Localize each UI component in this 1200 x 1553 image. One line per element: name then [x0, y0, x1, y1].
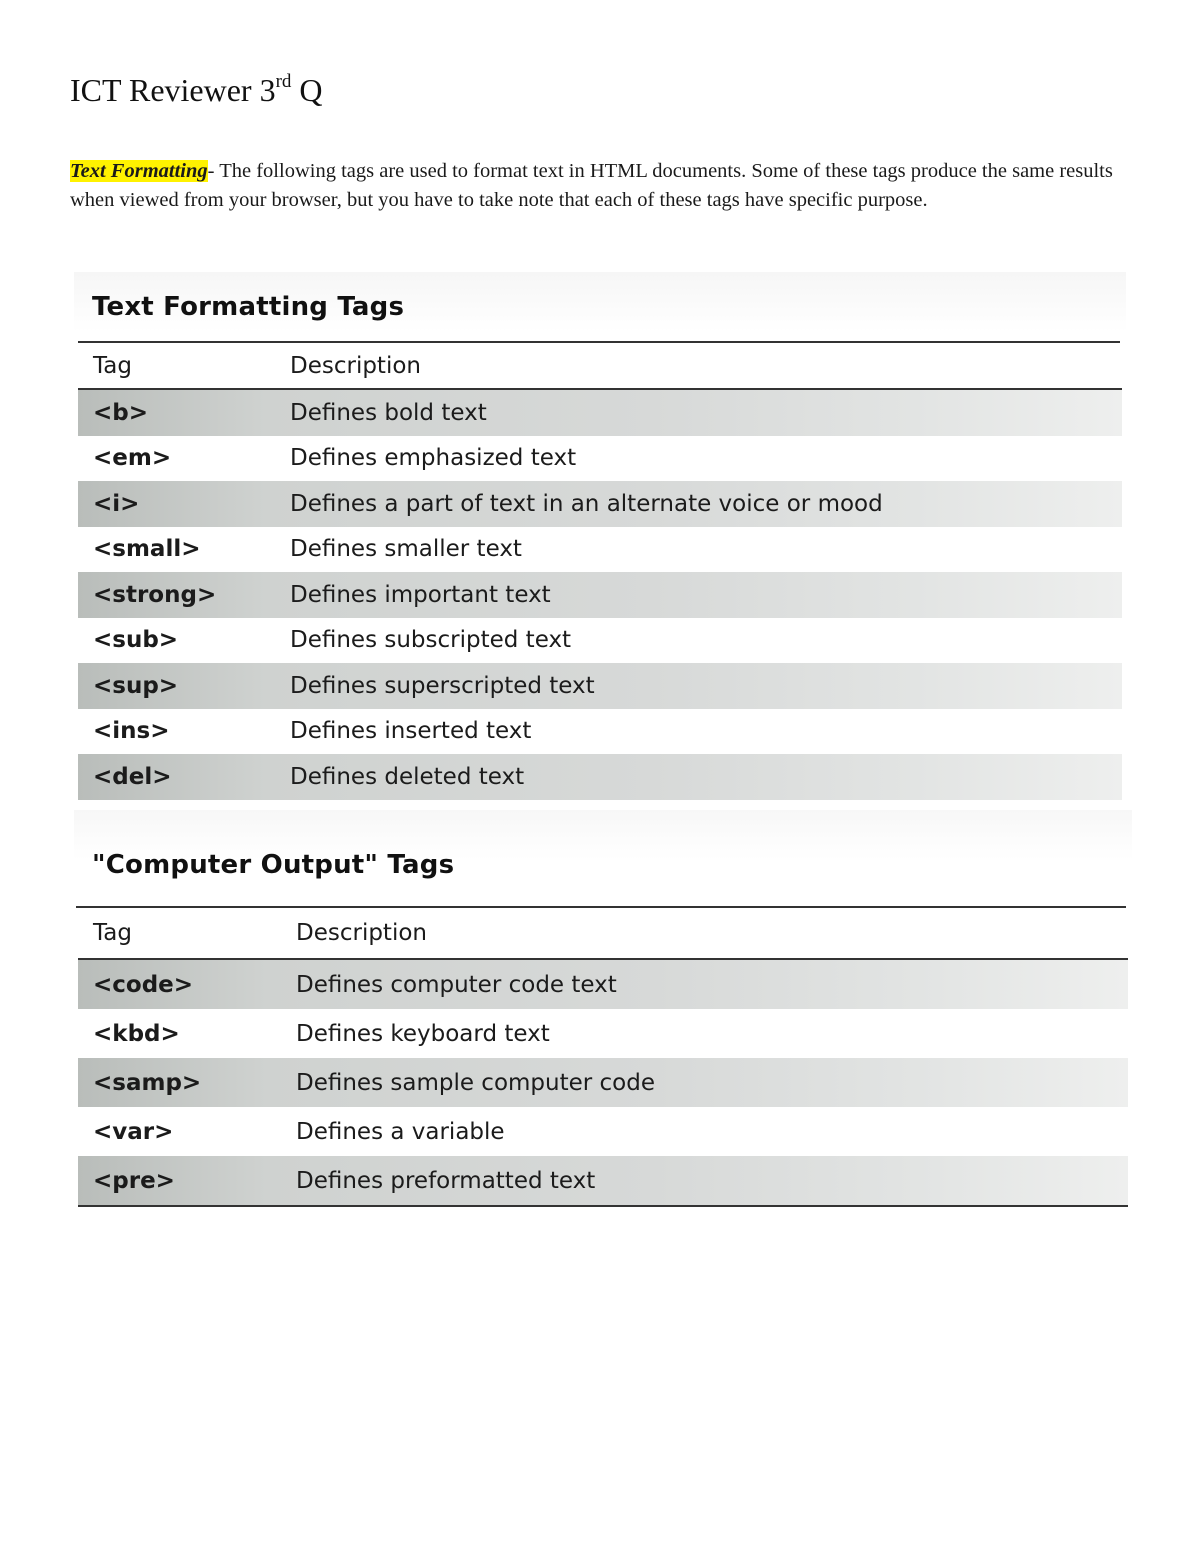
intro-highlight: Text Formatting [70, 160, 208, 182]
row-description: Defines inserted text [290, 718, 532, 745]
row-tag: <pre> [93, 1167, 175, 1194]
row-tag: <kbd> [93, 1020, 180, 1047]
row-description: Defines a variable [296, 1118, 505, 1145]
document-title-end: Q [291, 72, 323, 108]
intro-paragraph [70, 157, 1135, 215]
text-formatting-table [74, 272, 1126, 800]
row-tag: <code> [93, 971, 194, 998]
header-tag: Tag [93, 920, 132, 946]
table-row [78, 572, 1122, 618]
table-row [78, 960, 1128, 1009]
text-formatting-table-title: Text Formatting Tags [92, 292, 405, 322]
row-description: Defines superscripted text [290, 672, 595, 699]
table-row [78, 1009, 1128, 1058]
intro-text: - The following tags are used to format text in HTML documents. Some of these tags produce the same results when viewed from your browser, but you have to take note that each of these tags have specific purpose. [70, 160, 1113, 211]
row-description: Defines preformatted text [296, 1167, 596, 1194]
row-description: Defines bold text [290, 399, 487, 426]
table-header-row [78, 908, 1128, 958]
document-title-main: ICT Reviewer 3 [70, 72, 276, 108]
row-description: Defines deleted text [290, 763, 525, 790]
text-formatting-grid [78, 343, 1122, 800]
computer-output-grid [78, 908, 1128, 1207]
row-description: Defines smaller text [290, 536, 522, 563]
table-row [78, 481, 1122, 527]
row-tag: <ins> [93, 718, 170, 745]
computer-output-rows [78, 960, 1128, 1205]
row-tag: <var> [93, 1118, 174, 1145]
row-tag: <b> [93, 399, 149, 426]
row-tag: <small> [93, 536, 201, 563]
row-tag: <em> [93, 445, 172, 472]
table-row [78, 618, 1122, 664]
table-row [78, 1107, 1128, 1156]
row-description: Defines subscripted text [290, 627, 572, 654]
table-row [78, 1156, 1128, 1205]
row-description: Defines important text [290, 581, 551, 608]
document-title [70, 70, 323, 110]
header-tag: Tag [93, 352, 132, 379]
table-row [78, 390, 1122, 436]
row-tag: <sup> [93, 672, 179, 699]
row-tag: <i> [93, 490, 140, 517]
header-description: Description [296, 920, 427, 946]
row-tag: <samp> [93, 1069, 202, 1096]
table-row [78, 709, 1122, 755]
document-title-superscript: rd [275, 71, 292, 93]
row-description: Defines a part of text in an alternate voice or mood [290, 490, 883, 517]
table-row [78, 663, 1122, 709]
table-row [78, 436, 1122, 482]
table-row [78, 1058, 1128, 1107]
row-tag: <sub> [93, 627, 179, 654]
row-tag: <strong> [93, 581, 217, 608]
row-description: Defines computer code text [296, 971, 617, 998]
table-bottom-rule [78, 1205, 1128, 1207]
text-formatting-rows [78, 390, 1122, 800]
table-header-row [78, 343, 1122, 388]
row-description: Defines emphasized text [290, 445, 577, 472]
table-row [78, 527, 1122, 573]
computer-output-table [74, 810, 1132, 1210]
row-tag: <del> [93, 763, 172, 790]
row-description: Defines sample computer code [296, 1069, 656, 1096]
row-description: Defines keyboard text [296, 1020, 550, 1047]
table-row [78, 754, 1122, 800]
header-description: Description [290, 352, 421, 379]
computer-output-table-title: "Computer Output" Tags [92, 850, 455, 880]
